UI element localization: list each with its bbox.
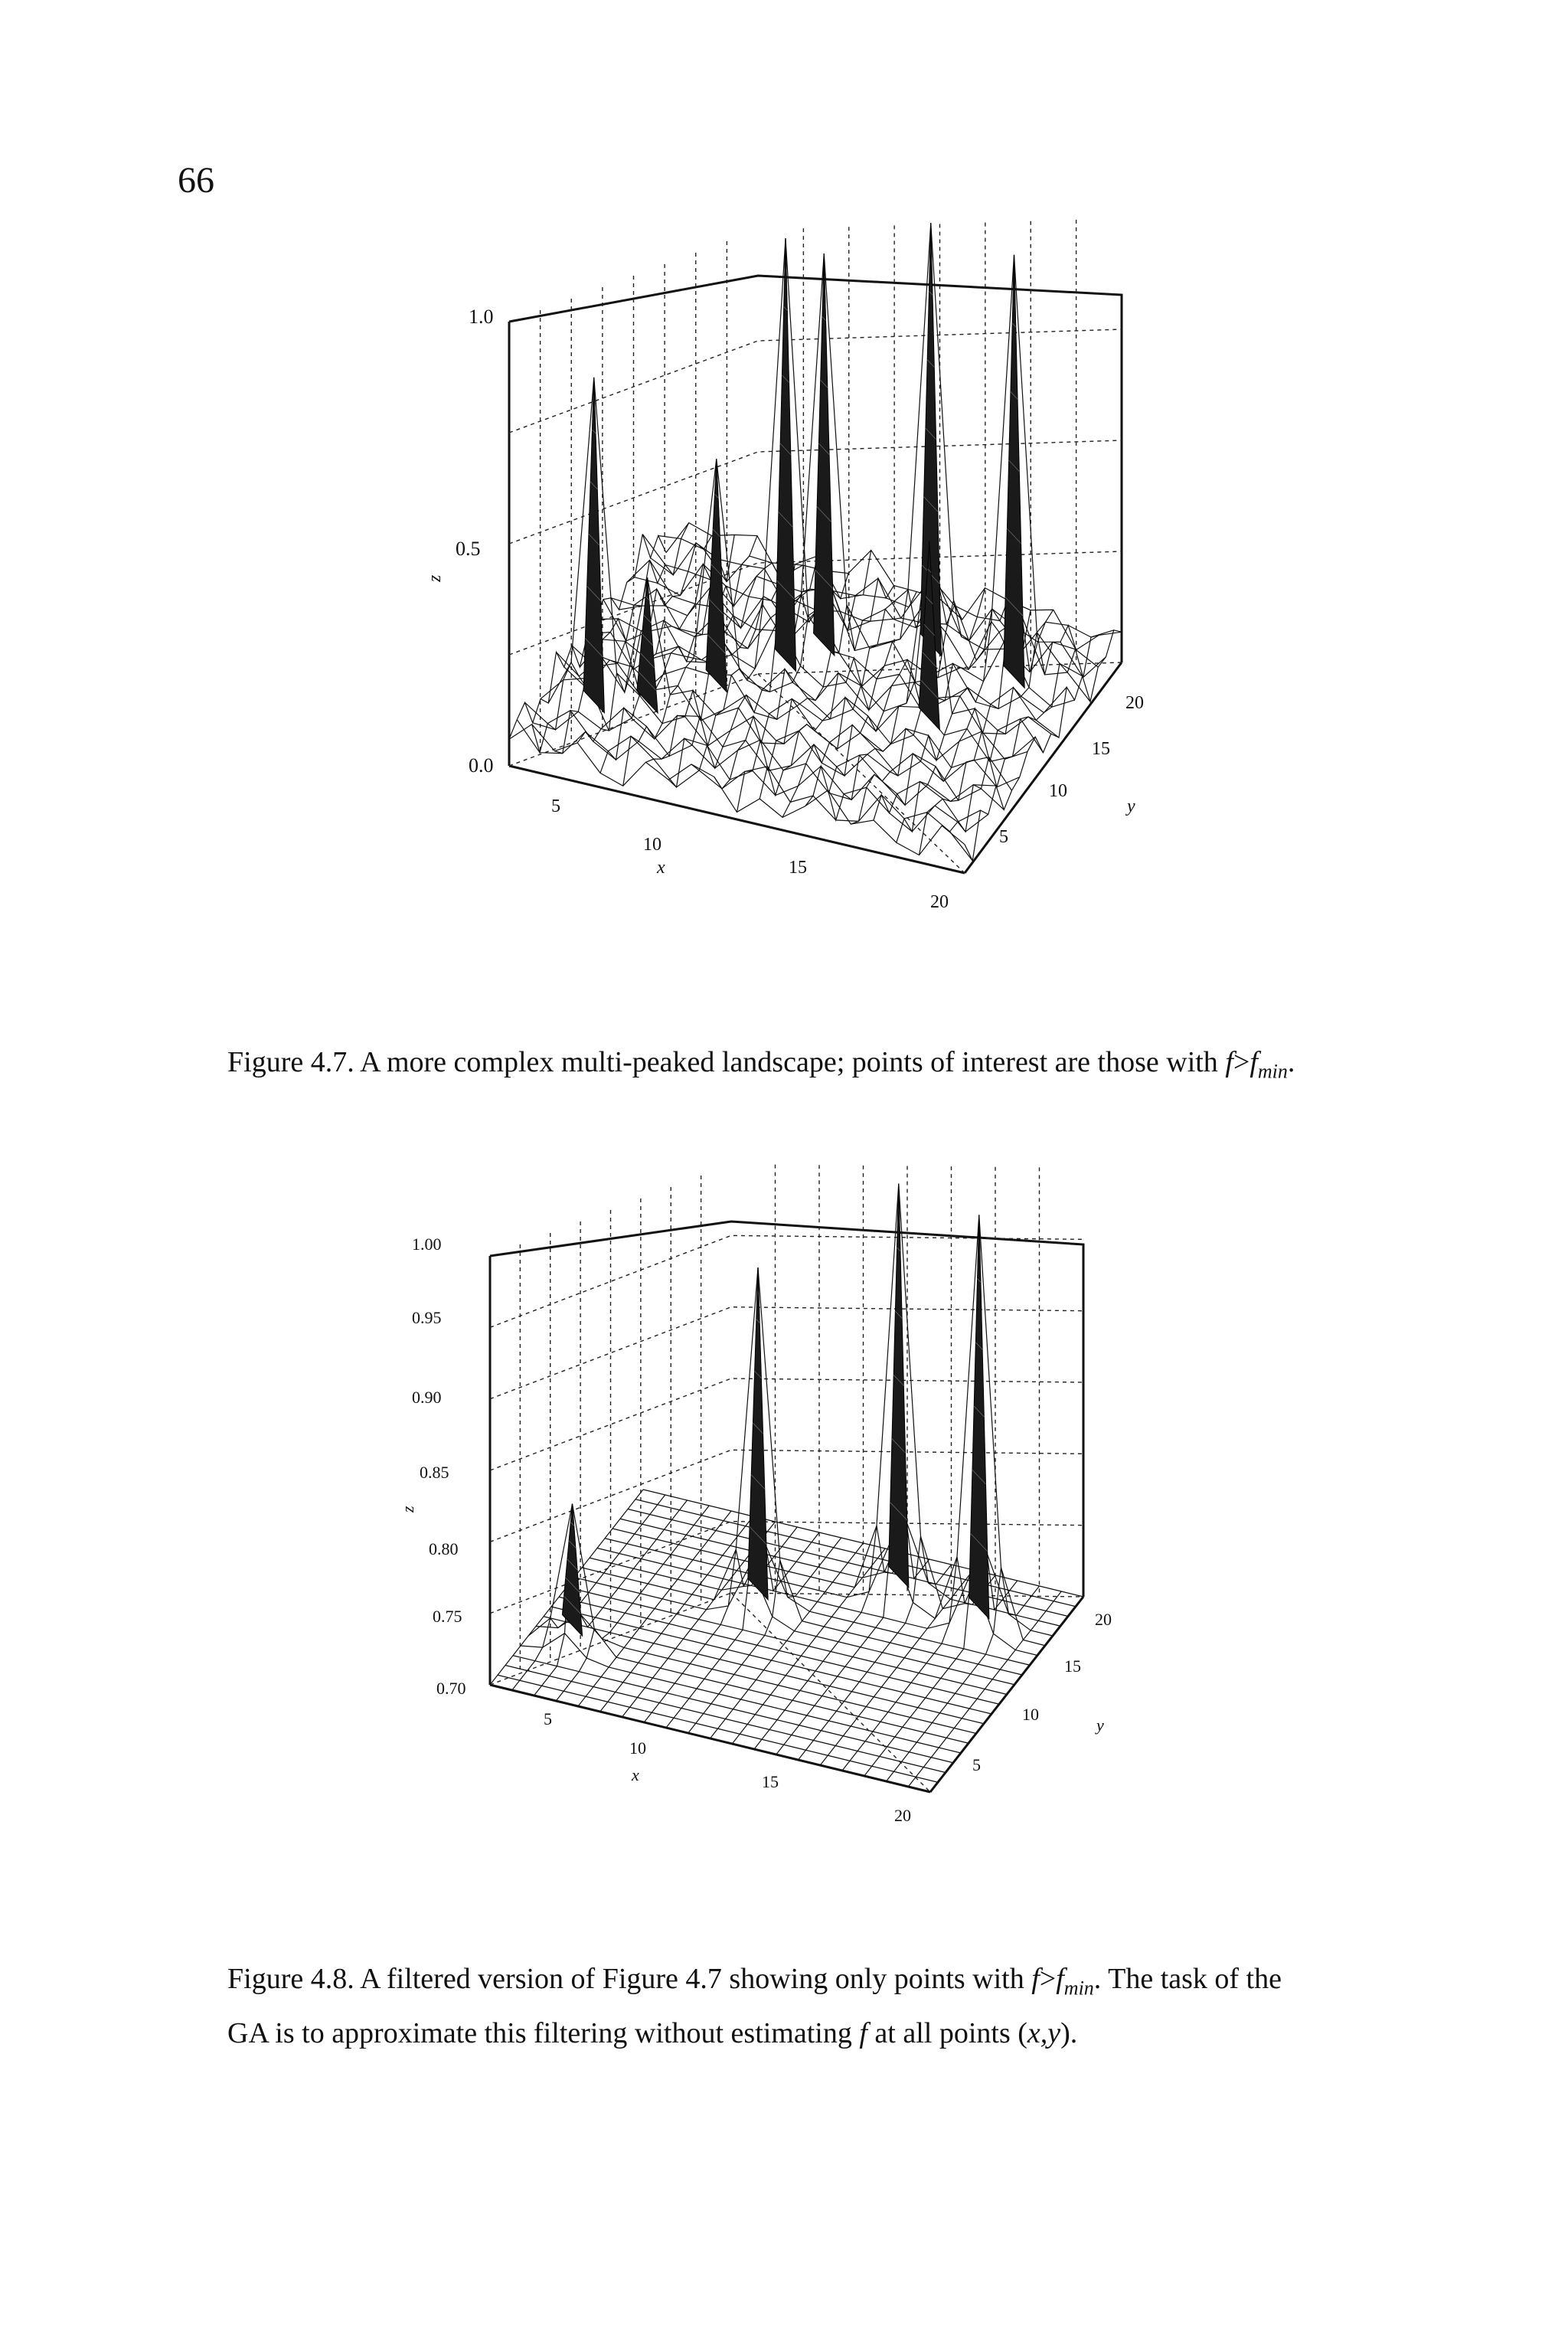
fig2-z-axis-ticks (398, 1235, 466, 1698)
fig1-y-tick: 15 (1092, 739, 1110, 759)
fig2-x-tick: 20 (894, 1806, 911, 1825)
surface-peak (748, 1267, 768, 1600)
fig1-x-tick: 20 (930, 892, 949, 912)
fig1-z-label: z (425, 574, 445, 582)
fig2-z-tick: 0.95 (412, 1308, 442, 1327)
surface-line (799, 1536, 952, 1760)
fig1-y-label: y (1127, 796, 1135, 816)
surface-line (754, 1526, 907, 1749)
fig2-y-label: y (1096, 1715, 1104, 1735)
fig1-z-tick: 1.0 (469, 306, 494, 328)
caption-line2a: GA is to approximate this filtering without estimating (227, 2016, 852, 2049)
fig2-y-tick: 5 (972, 1755, 981, 1774)
caption-line2-xy: x,y (1027, 2016, 1061, 2049)
surface-line (582, 1267, 1022, 1675)
caption-end: . (1287, 1046, 1295, 1078)
fig1-x-tick: 5 (551, 796, 560, 816)
fig2-z-tick: 0.85 (420, 1463, 449, 1482)
fig2-z-tick: 1.00 (412, 1235, 442, 1254)
fig1-y-tick: 20 (1125, 693, 1144, 713)
grid-line (490, 1235, 1083, 1327)
fig1-y-tick: 5 (999, 827, 1008, 847)
fig2-z-tick: 0.80 (429, 1539, 459, 1558)
caption-text: A filtered version of Figure 4.7 showing only points with (360, 1963, 1024, 1995)
caption-label: Figure 4.7. (227, 1046, 354, 1078)
surface-peak (889, 1184, 909, 1588)
fig2-z-label: z (398, 1506, 417, 1513)
fig2-z-tick: 0.75 (433, 1607, 462, 1626)
fig2-surface (490, 1184, 1083, 1792)
caption-math-fmin: f (1250, 1046, 1258, 1078)
grid-line (490, 1307, 1083, 1399)
caption-math-gt: > (1233, 1046, 1250, 1078)
surface-line (930, 1597, 1083, 1792)
caption-math-sub: min (1257, 1060, 1288, 1083)
fig2-x-tick: 10 (629, 1738, 646, 1758)
fig1-z-tick: 0.5 (456, 538, 481, 560)
fig1-x-tick: 15 (789, 858, 807, 878)
fig2-y-tick: 15 (1064, 1656, 1081, 1676)
caption-label: Figure 4.8. (227, 1963, 354, 1995)
caption-math-gt: > (1039, 1963, 1057, 1995)
caption-line2b: at all points ( (874, 2016, 1027, 2049)
surface-line (908, 1591, 1061, 1787)
fig1-x-label: x (657, 858, 665, 878)
fig1-x-tick: 10 (643, 835, 662, 855)
surface-line (628, 1509, 1068, 1617)
fig2-z-tick: 0.90 (412, 1388, 442, 1407)
figure-4-8-caption (227, 1957, 1514, 2055)
caption-math-sub: min (1063, 1977, 1094, 2000)
caption-line2-f: f (859, 2016, 867, 2049)
page-number: 66 (178, 160, 214, 201)
caption-math-fmin: f (1056, 1963, 1064, 1995)
fig1-y-tick: 10 (1049, 781, 1067, 801)
caption-math-f: f (1225, 1046, 1233, 1078)
fig2-x-tick: 15 (762, 1772, 779, 1791)
caption-math-f: f (1031, 1963, 1040, 1995)
fig2-x-axis-ticks (544, 1709, 911, 1825)
fig2-y-tick: 10 (1022, 1705, 1039, 1724)
caption-text: A more complex multi-peaked landscape; points of interest are those with (360, 1046, 1218, 1078)
fig2-grid (490, 1165, 1083, 1792)
fig2-x-tick: 5 (544, 1709, 552, 1728)
surface-peak (969, 1215, 989, 1618)
fig1-z-tick: 0.0 (469, 754, 494, 777)
caption-text-2: . The task of the (1093, 1963, 1282, 1995)
fig2-y-tick: 20 (1095, 1610, 1112, 1629)
caption-line2c: ). (1060, 2016, 1078, 2049)
fig2-x-label: x (632, 1765, 639, 1784)
surface-mesh (490, 1184, 1083, 1792)
fig2-z-tick: 0.70 (436, 1679, 466, 1698)
surface-line (521, 1634, 961, 1753)
surface-line (536, 1614, 976, 1733)
